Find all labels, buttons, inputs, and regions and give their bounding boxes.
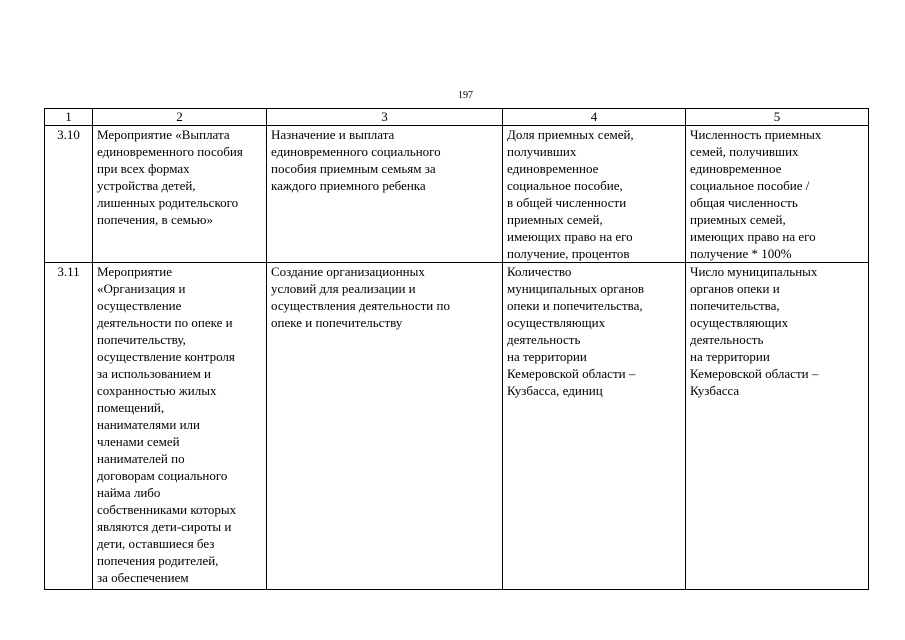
row-number: 3.11	[45, 263, 93, 590]
event-name-cell: Мероприятие «Выплата единовременного пособия при всех формах устройства детей, лишенных родительского попечения, в семью»	[93, 126, 267, 263]
event-content-cell: Назначение и выплата единовременного социального пособия приемным семьям за каждого приемного ребенка	[267, 126, 503, 263]
column-header: 5	[686, 109, 869, 126]
column-header: 4	[503, 109, 686, 126]
table-row	[45, 263, 869, 590]
indicator-cell: Доля приемных семей, получивших единовременное социальное пособие, в общей численности приемных семей, имеющих право на его получение, процентов	[503, 126, 686, 263]
event-name-cell: Мероприятие «Организация и осуществление деятельности по опеке и попечительству, осуществление контроля за использованием и сохранностью жилых помещений, нанимателями или членами семей нанимателей по договорам социального найма либо собственниками которых являются дети-сироты и дети, оставшиеся без попечения родителей, за обеспечением	[93, 263, 267, 590]
indicator-cell: Количество муниципальных органов опеки и попечительства, осуществляющих деятельность на территории Кемеровской области – Кузбасса, единиц	[503, 263, 686, 590]
table-row	[45, 126, 869, 263]
table-header-row	[45, 109, 869, 126]
event-content-cell: Создание организационных условий для реализации и осуществления деятельности по опеке и попечительству	[267, 263, 503, 590]
column-header: 2	[93, 109, 267, 126]
column-header: 3	[267, 109, 503, 126]
formula-cell: Численность приемных семей, получивших единовременное социальное пособие / общая численность приемных семей, имеющих право на его получение * 100%	[686, 126, 869, 263]
program-table	[44, 108, 869, 590]
column-header: 1	[45, 109, 93, 126]
formula-cell: Число муниципальных органов опеки и попечительства, осуществляющих деятельность на территории Кемеровской области – Кузбасса	[686, 263, 869, 590]
row-number: 3.10	[45, 126, 93, 263]
page-number: 197	[458, 90, 473, 101]
